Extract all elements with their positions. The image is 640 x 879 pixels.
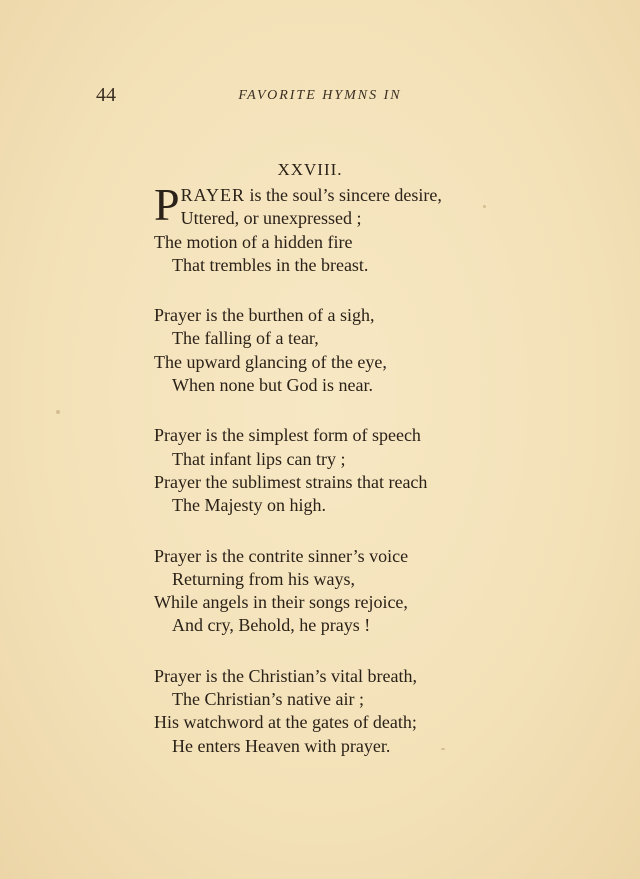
poem-line: The upward glancing of the eye, xyxy=(154,351,387,372)
poem-line: He enters Heaven with prayer. xyxy=(172,735,391,756)
stanza-4 xyxy=(154,545,494,638)
hymn-number: XXVIII. xyxy=(277,160,343,179)
drop-cap: P xyxy=(154,179,180,230)
poem-line: That trembles in the breast. xyxy=(172,254,369,275)
stanza-3 xyxy=(154,424,494,517)
poem-line: The falling of a tear, xyxy=(172,328,319,349)
first-word-rest: RAYER xyxy=(180,185,245,205)
poem-line: Prayer is the contrite sinner’s voice xyxy=(154,545,409,566)
poem-line: Returning from his ways, xyxy=(172,568,355,589)
poem-line: The Christian’s native air ; xyxy=(172,689,364,710)
poem-line: That infant lips can try ; xyxy=(172,448,346,469)
poem-line: Prayer is the Christian’s vital breath, xyxy=(154,665,417,686)
poem-line: Prayer is the burthen of a sigh, xyxy=(154,305,375,326)
page-number: 44 xyxy=(96,84,116,106)
stanza-1 xyxy=(154,179,494,277)
stanza-5 xyxy=(154,665,494,758)
poem-line: And cry, Behold, he prays ! xyxy=(172,615,371,636)
poem-line: Uttered, or unexpressed ; xyxy=(180,208,362,229)
poem-line: The Majesty on high. xyxy=(172,495,326,516)
hymn-text xyxy=(154,179,494,785)
line-text: is the soul’s sincere desire, xyxy=(244,185,442,205)
stanza-2 xyxy=(154,304,494,397)
poem-line: While angels in their songs rejoice, xyxy=(154,592,408,613)
poem-line: His watchword at the gates of death; xyxy=(154,712,417,733)
poem-line: The motion of a hidden fire xyxy=(154,231,353,252)
running-head: FAVORITE HYMNS IN xyxy=(238,88,402,103)
paper-speck xyxy=(56,410,60,414)
poem-line: Prayer is the simplest form of speech xyxy=(154,425,421,446)
poem-line: Prayer the sublimest strains that reach xyxy=(154,471,428,492)
poem-line: When none but God is near. xyxy=(172,375,373,396)
